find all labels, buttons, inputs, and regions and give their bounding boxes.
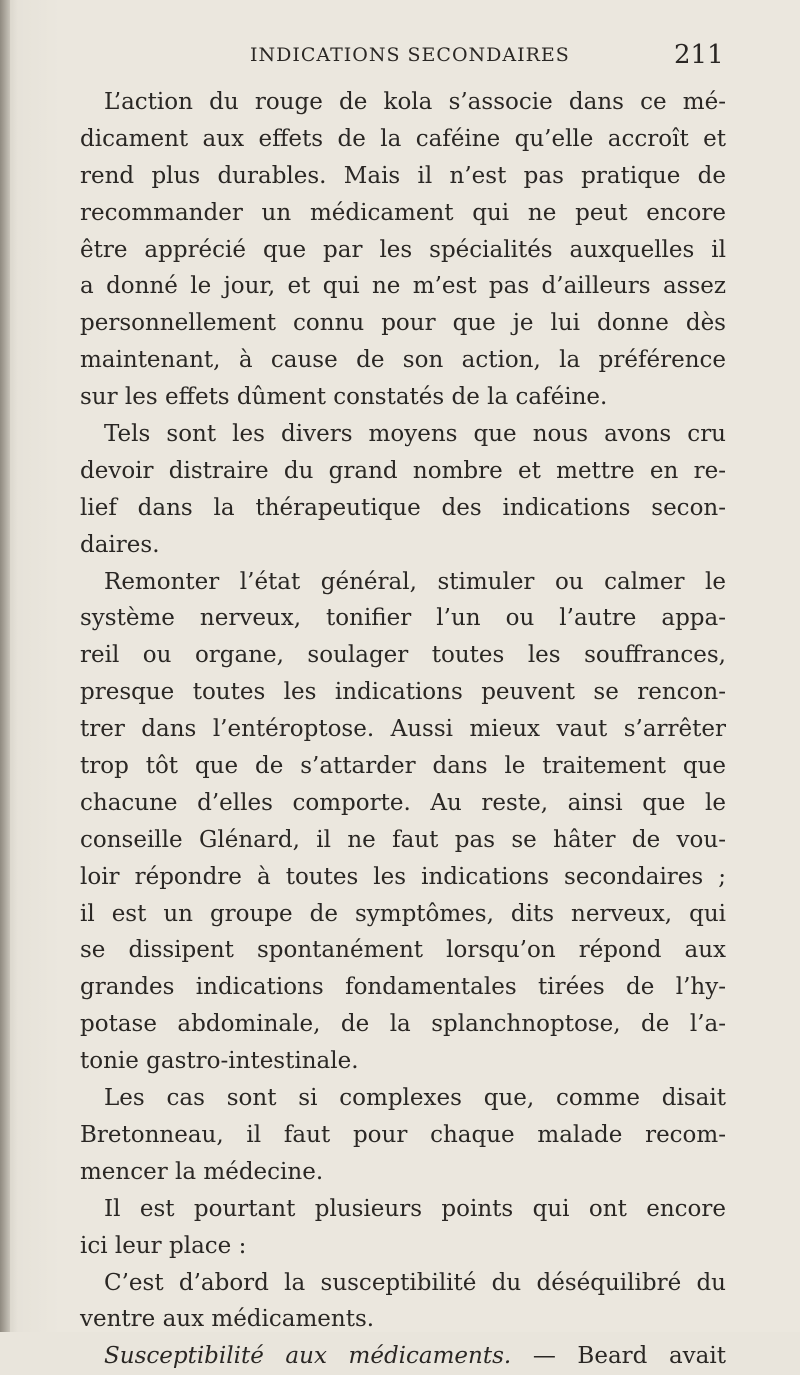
text-line: reil ou organe, soulager toutes les souffrances, xyxy=(80,642,726,669)
text-line: système nerveux, tonifier l’un ou l’autre appa- xyxy=(80,605,726,632)
text-line-continuation: — Beard avait xyxy=(532,1343,726,1370)
text-line: loir répondre à toutes les indications secondaires ; xyxy=(80,863,726,890)
text-line: a donné le jour, et qui ne m’est pas d’ailleurs assez xyxy=(80,273,726,300)
text-line: recommander un médicament qui ne peut encore xyxy=(80,199,726,226)
text-line: trer dans l’entéroptose. Aussi mieux vaut s’arrêter xyxy=(80,716,726,743)
text-line: Tels sont les divers moyens que nous avons cru xyxy=(104,421,726,448)
text-line-final xyxy=(80,1338,726,1375)
book-spine-edge xyxy=(0,0,10,1332)
text-line: C’est d’abord la susceptibilité du déséquilibré du xyxy=(104,1269,726,1296)
text-line: personnellement connu pour que je lui donne dès xyxy=(80,310,726,337)
text-line: ici leur place : xyxy=(80,1232,247,1259)
text-line: se dissipent spontanément lorsqu’on répond aux xyxy=(80,937,726,964)
text-line: dicament aux effets de la caféine qu’elle accroît et xyxy=(80,125,726,152)
text-line: rend plus durables. Mais il n’est pas pratique de xyxy=(80,162,726,189)
text-line: tonie gastro-intestinale. xyxy=(80,1048,359,1075)
text-line: Les cas sont si complexes que, comme disait xyxy=(104,1085,726,1112)
page-header xyxy=(0,40,800,76)
text-line: mencer la médecine. xyxy=(80,1158,324,1185)
text-line: maintenant, à cause de son action, la préférence xyxy=(80,347,726,374)
text-line: daires. xyxy=(80,531,160,558)
text-line: conseille Glénard, il ne faut pas se hâter de vou- xyxy=(80,826,726,853)
text-line: être apprécié que par les spécialités auxquelles il xyxy=(80,236,726,263)
text-line: trop tôt que de s’attarder dans le traitement que xyxy=(80,753,726,780)
text-line: L’action du rouge de kola s’associe dans ce mé- xyxy=(104,89,726,115)
running-head: INDICATIONS SECONDAIRES xyxy=(250,44,570,66)
body-text xyxy=(80,84,726,1375)
text-line: presque toutes les indications peuvent se rencon- xyxy=(80,679,726,706)
text-line: Remonter l’état général, stimuler ou calmer le xyxy=(104,568,726,595)
text-line: chacune d’elles comporte. Au reste, ainsi que le xyxy=(80,789,726,816)
text-line: Bretonneau, il faut pour chaque malade recom- xyxy=(80,1121,726,1148)
text-line: ventre aux médicaments. xyxy=(80,1306,375,1333)
text-line: grandes indications fondamentales tirées de l’hy- xyxy=(80,974,726,1001)
text-line: devoir distraire du grand nombre et mettre en re- xyxy=(80,457,726,484)
text-line: Il est pourtant plusieurs points qui ont encore xyxy=(104,1195,726,1222)
italic-heading: Susceptibilité aux médicaments. xyxy=(104,1343,512,1370)
page-number: 211 xyxy=(674,40,724,70)
text-line: potase abdominale, de la splanchnoptose, de l’a- xyxy=(80,1011,726,1038)
text-line: lief dans la thérapeutique des indications secon- xyxy=(80,494,726,521)
text-line: il est un groupe de symptômes, dits nerveux, qui xyxy=(80,900,726,927)
text-line: sur les effets dûment constatés de la caféine. xyxy=(80,384,608,411)
